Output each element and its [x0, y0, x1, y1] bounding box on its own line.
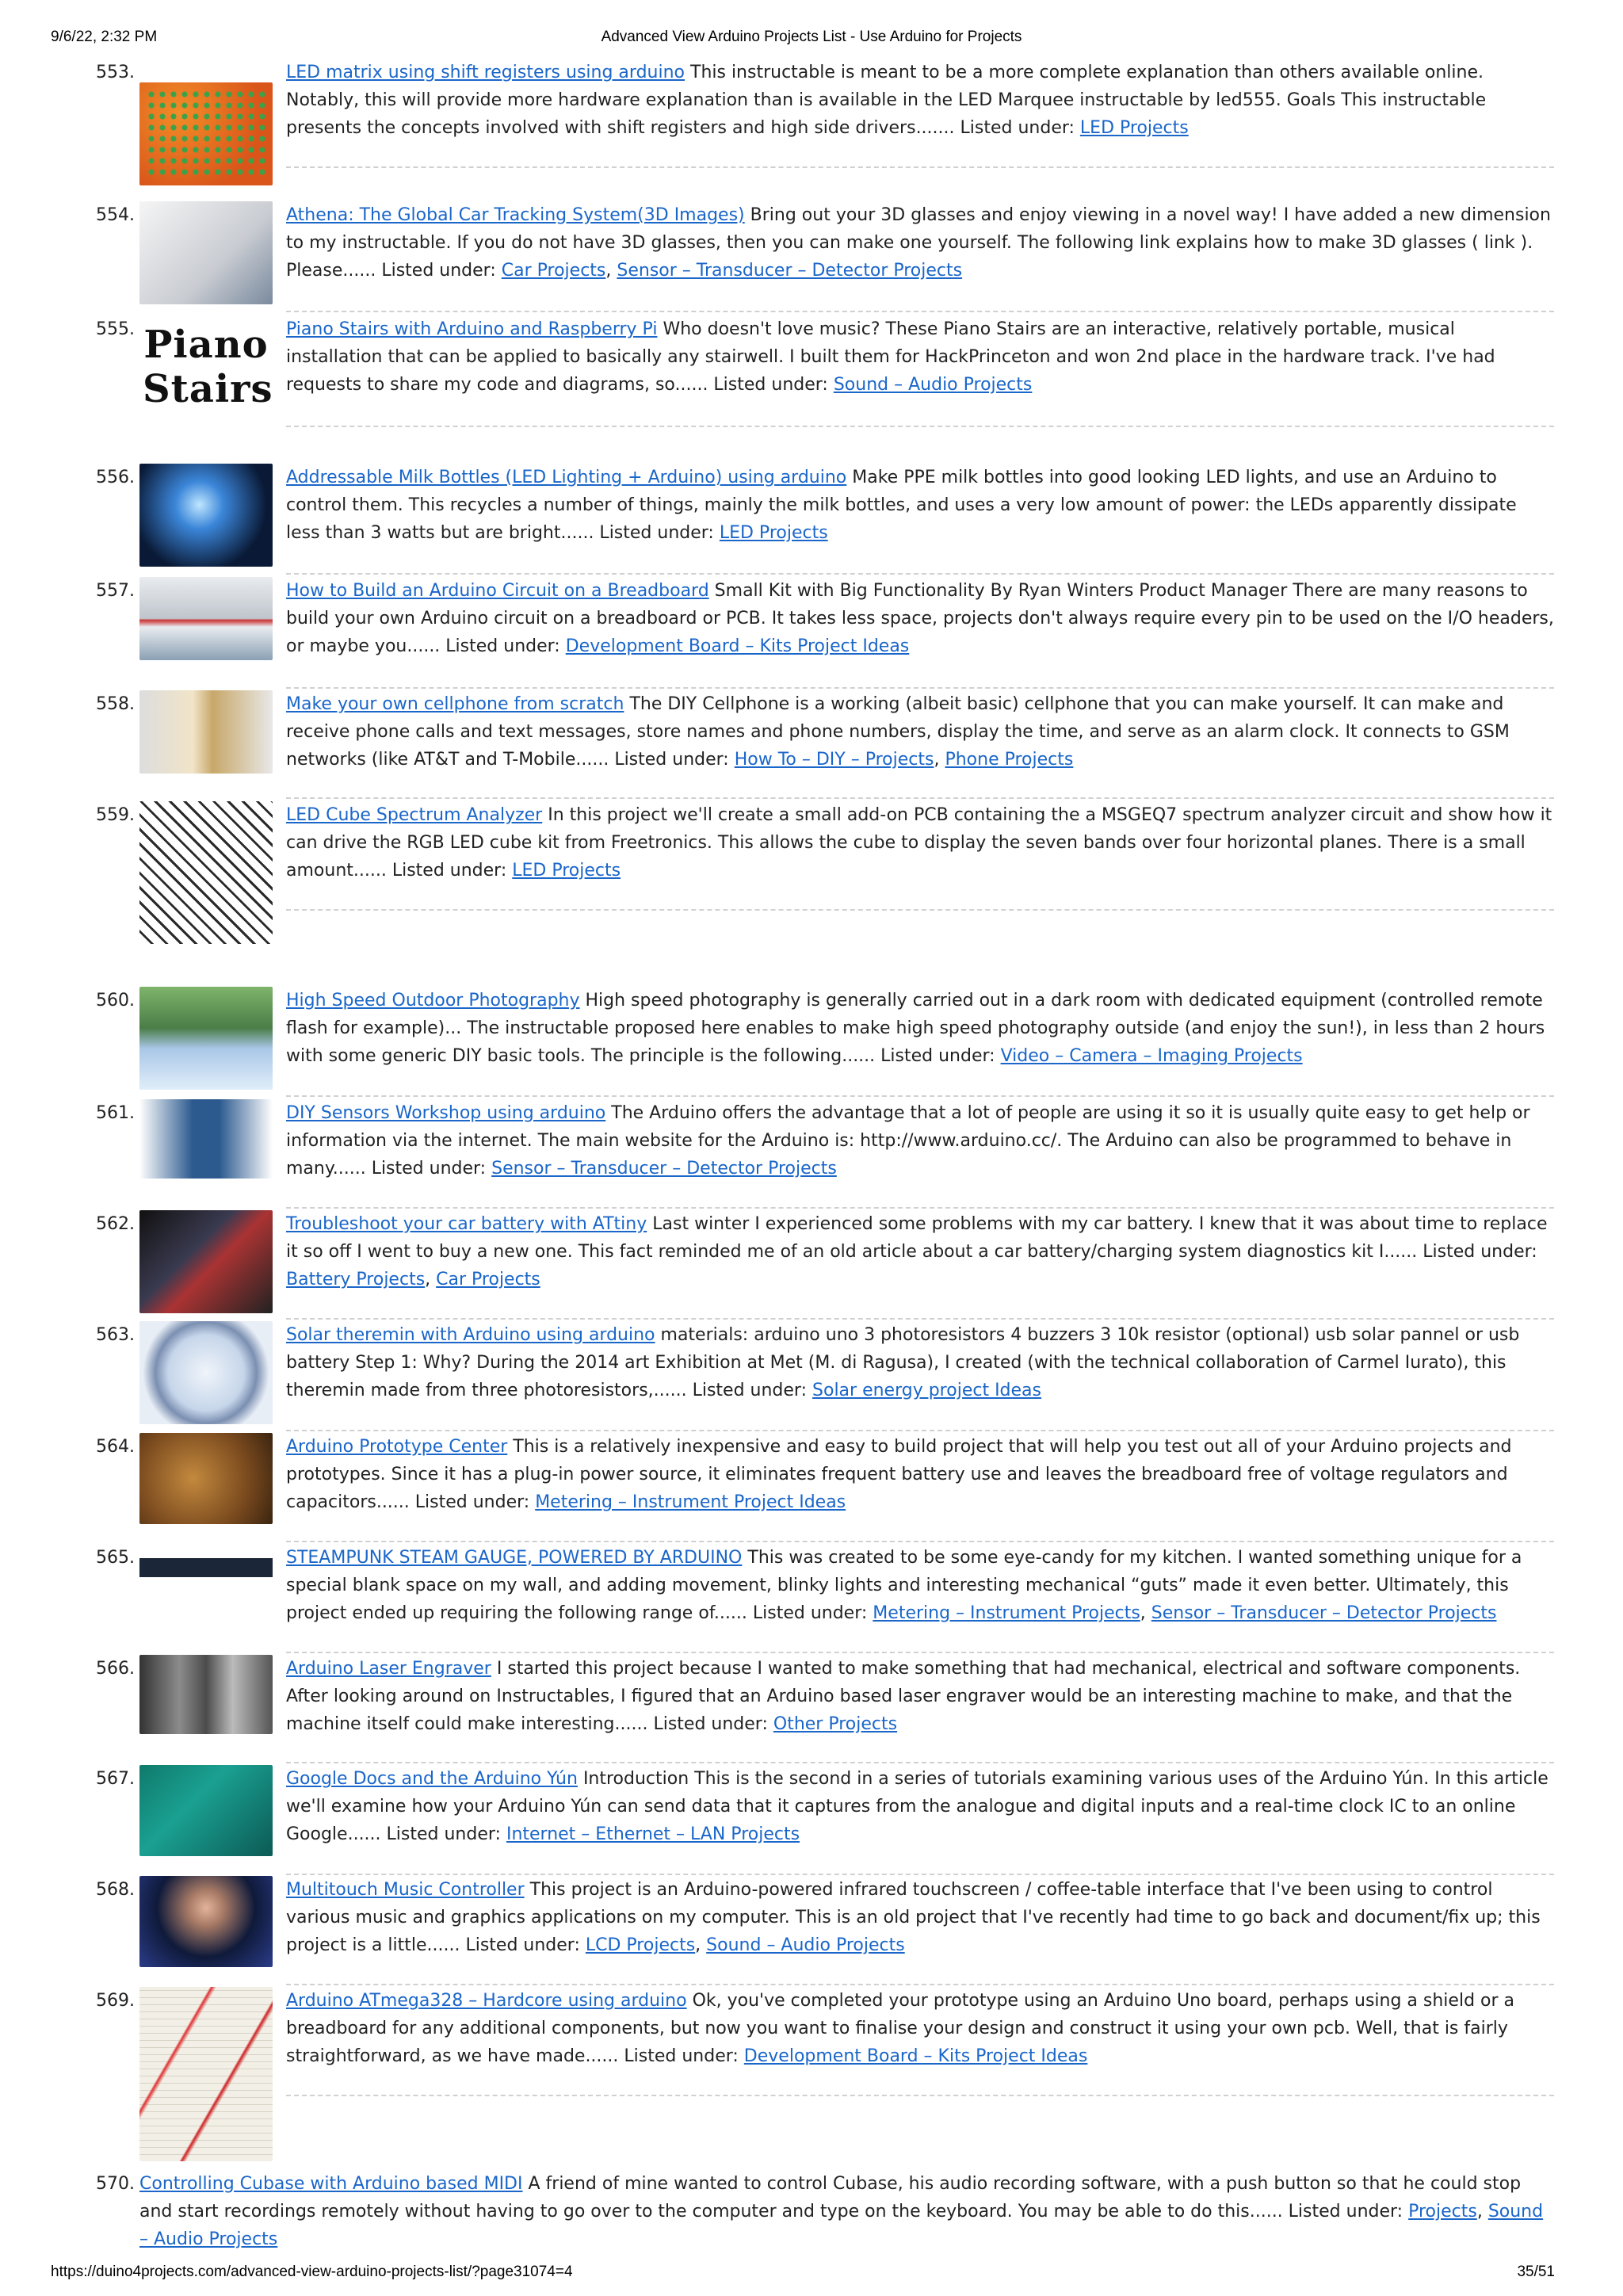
category-link[interactable]: LED Projects: [512, 861, 621, 881]
item-body: [286, 59, 1554, 142]
project-description: I started this project because I wanted to make something that had mechanical, electrical and software components. After looking around on Instructables, I figured that an Arduino based laser engraver would be an interesting machine to make, and that the machine itself could make interesting...... Listed under:: [286, 1659, 1521, 1734]
project-title-link[interactable]: Controlling Cubase with Arduino based MIDI: [139, 2174, 523, 2194]
project-title-link[interactable]: High Speed Outdoor Photography: [286, 991, 580, 1010]
item-body: [286, 1765, 1554, 1848]
thumbnail-caption: Piano Stairs: [143, 323, 273, 411]
item-body: [286, 577, 1554, 660]
project-description: Last winter I experienced some problems with my car battery. I knew that it was about time to replace it so off I went to buy a new one. This fact reminded me of an old article about a car battery/charging system diagnostics kit I...... Listed under:: [286, 1214, 1548, 1262]
category-link[interactable]: Projects: [1408, 2202, 1477, 2222]
project-title-link[interactable]: STEAMPUNK STEAM GAUGE, POWERED BY ARDUINO: [286, 1548, 743, 1568]
category-link[interactable]: Sound – Audio Projects: [833, 375, 1033, 395]
item-body: [286, 987, 1554, 1070]
category-link[interactable]: How To – DIY – Projects: [734, 750, 934, 770]
print-url: https://duino4projects.com/advanced-view-arduino-projects-list/?page31074=4: [51, 2264, 573, 2280]
item-body: STEAMPUNK STEAM GAUGE, POWERED BY ARDUINO This was created to be some eye-candy for my kitchen. I wanted something unique for a special blank space on my wall, and adding movement, blinky lights and interesting mechanical “guts” made it even better. Ultimately, this project ended up requiring the following range of...... Listed under: Metering – Instrument Projects, Sensor – Transducer – Detector Projects: [286, 1548, 1522, 1623]
category-link[interactable]: Sound – Audio Projects: [706, 1935, 905, 1955]
item-separator: [286, 311, 1554, 312]
project-thumbnail[interactable]: [139, 577, 273, 660]
item-body: [286, 315, 1554, 399]
item-separator: [286, 1207, 1554, 1209]
project-thumbnail[interactable]: [139, 1765, 273, 1856]
project-description: High speed photography is generally carried out in a dark room with dedicated equipment (controlled remote flash for example)... The instructable proposed here enables to make high speed photography outside (and enjoy the sun!), in less than 2 hours with some generic DIY basic tools. The principle is the following...... Listed under:: [286, 991, 1545, 1066]
item-body: Multitouch Music Controller This project is an Arduino-powered infrared touchscreen / coffee-table interface that I've been using to control various music and graphics applications on my computer. This is an old project that I've recently had time to go back and document/fix up; this project is a little...... Listed under: LCD Projects, Sound – Audio Projects: [286, 1880, 1541, 1955]
project-title-link[interactable]: LED matrix using shift registers using arduino: [286, 63, 685, 82]
category-link[interactable]: Other Projects: [773, 1714, 898, 1734]
category-link[interactable]: Development Board – Kits Project Ideas: [565, 636, 910, 656]
item-number: 562.: [96, 1214, 135, 1234]
project-title-link[interactable]: Solar theremin with Arduino using arduino: [286, 1325, 655, 1345]
project-description: materials: arduino uno 3 photoresistors 4 buzzers 3 10k resistor (optional) usb solar pannel or usb battery Step 1: Why? During the 2014 art Exhibition at Met (M. di Ragusa), I created (with the technical collaboration of Carmel Iurato), this theremin made from three photoresistors,...... Listed under:: [286, 1325, 1520, 1400]
item-number: 566.: [96, 1659, 135, 1679]
item-body: Make your own cellphone from scratch The DIY Cellphone is a working (albeit basic) cellphone that you can make yourself. It can make and receive phone calls and text messages, store names and phone numbers, display the time, and serve as an alarm clock. It connects to GSM networks (like AT&T and T-Mobile...... Listed under: How To – DIY – Projects, Phone Projects: [286, 694, 1510, 770]
category-link[interactable]: Sensor – Transducer – Detector Projects: [1151, 1603, 1497, 1623]
item-number: 556.: [96, 468, 135, 487]
category-link[interactable]: Phone Projects: [945, 750, 1074, 770]
item-number: 564.: [96, 1437, 135, 1457]
item-separator: [286, 797, 1554, 799]
project-title-link[interactable]: Arduino Laser Engraver: [286, 1659, 491, 1679]
item-number: 558.: [96, 694, 135, 714]
category-link[interactable]: Battery Projects: [286, 1270, 426, 1289]
project-description: This instructable is meant to be a more complete explanation than others available online. Notably, this will provide more hardware explanation than is available in the LED Marquee instructable by led555. Goals This instructable presents the concepts involved with shift registers and high side drivers....... Listed under:: [286, 63, 1487, 138]
project-thumbnail[interactable]: [139, 987, 273, 1090]
item-number: 563.: [96, 1325, 135, 1345]
item-body: [286, 801, 1554, 884]
item-separator: [286, 687, 1554, 689]
category-link[interactable]: Solar energy project Ideas: [812, 1381, 1042, 1400]
project-description: This is a relatively inexpensive and easy to build project that will help you test out all of your Arduino projects and prototypes. Since it has a plug-in power source, it eliminates frequent battery use and leaves the breadboard free of voltage regulators and capacitors...... Listed under:: [286, 1437, 1512, 1512]
category-link[interactable]: LCD Projects: [585, 1935, 696, 1955]
item-number: 559.: [96, 805, 135, 825]
project-thumbnail[interactable]: [139, 1099, 273, 1179]
print-datetime: 9/6/22, 2:32 PM: [51, 29, 158, 45]
project-thumbnail[interactable]: [139, 1655, 273, 1734]
category-link[interactable]: Internet – Ethernet – LAN Projects: [506, 1824, 800, 1844]
item-separator: [286, 166, 1554, 168]
item-body: [286, 1433, 1554, 1516]
category-link[interactable]: Metering – Instrument Projects: [873, 1603, 1140, 1623]
project-thumbnail[interactable]: [139, 1321, 273, 1424]
item-body: [286, 1987, 1554, 2070]
print-footer: [0, 2259, 1623, 2290]
item-separator: [286, 573, 1554, 575]
item-body: Troubleshoot your car battery with ATtiny Last winter I experienced some problems with my car battery. I knew that it was about time to replace it so off I went to buy a new one. This fact reminded me of an old article about a car battery/charging system diagnostics kit I...... Listed under: Battery Projects, Car Projects: [286, 1214, 1548, 1289]
project-description: Who doesn't love music? These Piano Stairs are an interactive, relatively portable, musical installation that can be applied to basically any stairwell. I built them for HackPrinceton and won 2nd place in the hardware track. I've had requests to share my code and diagrams, so...... Listed under:: [286, 319, 1495, 395]
category-link[interactable]: Video – Camera – Imaging Projects: [1000, 1046, 1303, 1066]
category-link[interactable]: LED Projects: [719, 523, 828, 543]
project-thumbnail[interactable]: [139, 801, 273, 944]
item-separator: [286, 909, 1554, 911]
project-title-link[interactable]: DIY Sensors Workshop using arduino: [286, 1103, 606, 1123]
item-body: [286, 1321, 1554, 1404]
project-description: Introduction This is the second in a series of tutorials examining various uses of the Arduino Yún. In this article we'll examine how your Arduino Yún can send data that it captures from the analogue and digital inputs and a real-time clock IC to an online Google...... Listed under:: [286, 1769, 1549, 1844]
page-number: 35/51: [1517, 2264, 1555, 2280]
item-number: 565.: [96, 1548, 135, 1568]
item-number: 554.: [96, 205, 135, 225]
print-page-title: Advanced View Arduino Projects List - Use Arduino for Projects: [601, 29, 1022, 45]
project-title-link[interactable]: Piano Stairs with Arduino and Raspberry Pi: [286, 319, 658, 339]
project-thumbnail[interactable]: [139, 690, 273, 774]
item-number: 555.: [96, 319, 135, 339]
project-title-link[interactable]: Addressable Milk Bottles (LED Lighting + Arduino) using arduino: [286, 468, 847, 487]
item-number: 560.: [96, 991, 135, 1010]
item-separator: [286, 1430, 1554, 1431]
project-title-link[interactable]: Google Docs and the Arduino Yún: [286, 1769, 578, 1789]
project-description: A friend of mine wanted to control Cubase, his audio recording software, with a push button so that he could stop and start recordings remotely without having to go over to the computer and type on the keyboard. You may be able to do this...... Listed under:: [139, 2174, 1522, 2222]
item-separator: [286, 1541, 1554, 1542]
project-description: Ok, you've completed your prototype using an Arduino Uno board, perhaps using a shield or a breadboard for any additional components, but now you want to finalise your design and construct it using your own pcb. Well, that is fairly straightforward, as we have made...... Listed under:: [286, 1991, 1515, 2066]
item-separator: [286, 1874, 1554, 1875]
item-body: [286, 464, 1554, 547]
category-link[interactable]: Sensor – Transducer – Detector Projects: [491, 1159, 837, 1179]
category-link[interactable]: LED Projects: [1079, 118, 1189, 138]
item-separator: [286, 1762, 1554, 1763]
project-thumbnail[interactable]: [139, 464, 273, 567]
project-thumbnail[interactable]: [139, 1544, 273, 1591]
project-title-link[interactable]: Arduino ATmega328 – Hardcore using arduino: [286, 1991, 687, 2011]
item-separator: [286, 1318, 1554, 1320]
project-thumbnail[interactable]: [139, 1433, 273, 1524]
category-link[interactable]: Sensor – Transducer – Detector Projects: [617, 261, 963, 281]
item-separator: [286, 2095, 1554, 2096]
project-thumbnail[interactable]: [139, 82, 273, 185]
project-description: Small Kit with Big Functionality By Ryan Winters Product Manager There are many reasons to build your own Arduino circuit on a breadboard or PCB. It takes less space, projects don't always require every pin to be used on the I/O headers, or maybe you...... Listed under:: [286, 581, 1554, 656]
item-separator: [286, 426, 1554, 427]
category-link[interactable]: Metering – Instrument Project Ideas: [535, 1492, 846, 1512]
item-number: 568.: [96, 1880, 135, 1900]
project-thumbnail[interactable]: [139, 315, 273, 418]
item-body: Controlling Cubase with Arduino based MIDI A friend of mine wanted to control Cubase, his audio recording software, with a push button so that he could stop and start recordings remotely without having to go over to the computer and type on the keyboard. You may be able to do this...... Listed under: Projects, Sound – Audio Projects: [139, 2174, 1544, 2249]
item-number: 557.: [96, 581, 135, 601]
item-separator: [286, 1095, 1554, 1097]
project-title-link[interactable]: Athena: The Global Car Tracking System(3D Images): [286, 205, 745, 225]
item-body: [286, 1655, 1554, 1738]
item-separator: [286, 1984, 1554, 1985]
project-thumbnail[interactable]: [139, 201, 273, 304]
project-description: Bring out your 3D glasses and enjoy viewing in a novel way! I have added a new dimension to my instructable. If you do not have 3D glasses, then you can make one yourself. The following link explains how to make 3D glasses ( link ). Please...... Listed under:: [286, 205, 1551, 281]
category-link[interactable]: Development Board – Kits Project Ideas: [743, 2046, 1088, 2066]
project-title-link[interactable]: Multitouch Music Controller: [286, 1880, 525, 1900]
project-thumbnail[interactable]: [139, 1210, 273, 1313]
project-title-link[interactable]: Troubleshoot your car battery with ATtiny: [286, 1214, 647, 1234]
project-description: This project is an Arduino-powered infrared touchscreen / coffee-table interface that I've been using to control various music and graphics applications on my computer. This is an old project that I've recently had time to go back and document/fix up; this project is a little...... Listed under:: [286, 1880, 1541, 1955]
project-description: Make PPE milk bottles into good looking LED lights, and use an Arduino to control them. This recycles a number of things, mainly the milk bottles, and uses a very low amount of power: the LEDs apparently dissipate less than 3 watts but are bright...... Listed under:: [286, 468, 1517, 543]
project-description: This was created to be some eye-candy for my kitchen. I wanted something unique for a special blank space on my wall, and adding movement, blinky lights and interesting mechanical “guts” made it even better. Ultimately, this project ended up requiring the following range of...... Listed under:: [286, 1548, 1522, 1623]
category-link[interactable]: Car Projects: [436, 1270, 540, 1289]
project-thumbnail[interactable]: [139, 1987, 273, 2161]
item-body: [286, 1099, 1554, 1182]
project-title-link[interactable]: Arduino Prototype Center: [286, 1437, 508, 1457]
project-title-link[interactable]: LED Cube Spectrum Analyzer: [286, 805, 543, 825]
item-number: 570.: [96, 2174, 135, 2194]
item-number: 567.: [96, 1769, 135, 1789]
project-description: In this project we'll create a small add-on PCB containing the a MSGEQ7 spectrum analyzer circuit and show how it can drive the RGB LED cube kit from Freetronics. This allows the cube to display the seven bands over four horizontal planes. There is a small amount...... Listed under:: [286, 805, 1552, 881]
item-number: 561.: [96, 1103, 135, 1123]
item-number: 569.: [96, 1991, 135, 2011]
category-link[interactable]: Car Projects: [501, 261, 606, 281]
project-description: The Arduino offers the advantage that a lot of people are using it so it is usually quite easy to get help or information via the internet. The main website for the Arduino is: http://www.arduino.cc/. The Arduino can also be programmed to behave in many...... Listed under:: [286, 1103, 1530, 1179]
item-separator: [286, 1652, 1554, 1653]
category-link[interactable]: Sound – Audio Projects: [139, 2202, 1544, 2249]
project-description: The DIY Cellphone is a working (albeit basic) cellphone that you can make yourself. It can make and receive phone calls and text messages, store names and phone numbers, display the time, and serve as an alarm clock. It connects to GSM networks (like AT&T and T-Mobile...... Listed under:: [286, 694, 1510, 770]
item-body: Athena: The Global Car Tracking System(3D Images) Bring out your 3D glasses and enjoy viewing in a novel way! I have added a new dimension to my instructable. If you do not have 3D glasses, then you can make one yourself. The following link explains how to make 3D glasses ( link ). Please...... Listed under: Car Projects, Sensor – Transducer – Detector Projects: [286, 205, 1551, 281]
project-title-link[interactable]: Make your own cellphone from scratch: [286, 694, 624, 714]
project-thumbnail[interactable]: [139, 1876, 273, 1967]
item-number: 553.: [96, 63, 135, 82]
project-title-link[interactable]: How to Build an Arduino Circuit on a Breadboard: [286, 581, 709, 601]
